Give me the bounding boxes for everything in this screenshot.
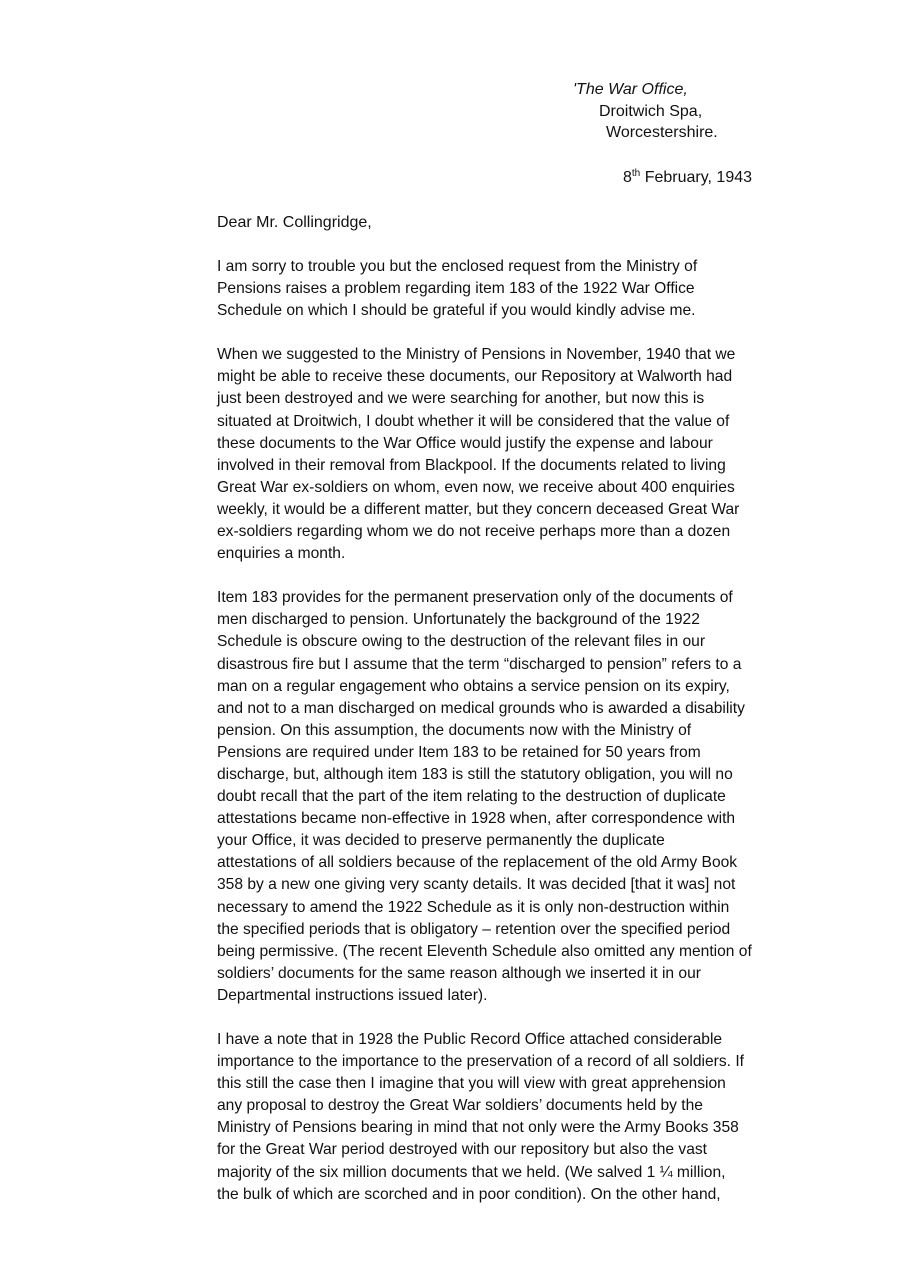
paragraph-line: 358 by a new one giving very scanty details. It was decided [that it was] not [217, 876, 736, 894]
paragraph-line: I have a note that in 1928 the Public Record Office attached considerable [217, 1031, 723, 1048]
letter-date [623, 167, 752, 188]
paragraph-line: your Office, it was decided to preserve permanently the duplicate [217, 832, 665, 850]
paragraph-line: and not to a man discharged on medical grounds who is awarded a disability [217, 699, 745, 717]
paragraph-line: soldiers’ documents for the same reason although we inserted it in our [217, 964, 701, 982]
paragraph-line: enquiries a month. [217, 545, 346, 563]
address-line-1: 'The War Office, [573, 81, 688, 98]
paragraph-line: doubt recall that the part of the item relating to the destruction of duplicate [217, 788, 726, 806]
paragraph-line: involved in their removal from Blackpool. If the documents related to living [217, 456, 726, 474]
paragraph-line: attestations became non-effective in 1928 when, after correspondence with [217, 810, 736, 828]
paragraph-line: I am sorry to trouble you but the enclosed request from the Ministry of [217, 258, 698, 275]
body-paragraph-3 [217, 587, 797, 1007]
paragraph-line: disastrous fire but I assume that the term “discharged to pension” refers to a [217, 655, 742, 673]
paragraph-line: being permissive. (The recent Eleventh Schedule also omitted any mention of [217, 942, 752, 960]
paragraph-line: man on a regular engagement who obtains a service pension on its expiry, [217, 677, 730, 695]
paragraph-line: men discharged to pension. Unfortunately the background of the 1922 [217, 611, 700, 629]
letter-body [217, 256, 797, 1228]
paragraph-line: might be able to receive these documents, our Repository at Walworth had [217, 368, 733, 386]
paragraph-line: discharge, but, although item 183 is still the statutory obligation, you will no [217, 765, 733, 783]
paragraph-line: Pensions are required under Item 183 to be retained for 50 years from [217, 743, 701, 761]
paragraph-line: Schedule on which I should be grateful if you would kindly advise me. [217, 302, 696, 320]
paragraph-line: attestations of all soldiers because of the replacement of the old Army Book [217, 854, 738, 872]
salutation: Dear Mr. Collingridge, [217, 214, 372, 231]
body-paragraph-4 [217, 1029, 797, 1206]
paragraph-line: When we suggested to the Ministry of Pensions in November, 1940 that we [217, 346, 736, 364]
paragraph-line: these documents to the War Office would justify the expense and labour [217, 434, 713, 452]
paragraph-line: weekly, it would be a different matter, but they concern deceased Great War [217, 500, 740, 518]
address-line-3: Worcestershire. [606, 124, 718, 141]
paragraph-line: Schedule is obscure owing to the destruction of the relevant files in our [217, 633, 706, 651]
paragraph-line: ex-soldiers regarding whom we do not receive perhaps more than a dozen [217, 523, 731, 541]
paragraph-line: Item 183 provides for the permanent preservation only of the documents of [217, 589, 733, 607]
paragraph-line: Great War ex-soldiers on whom, even now, we receive about 400 enquiries [217, 478, 735, 496]
date-month-year: February, 1943 [640, 169, 753, 186]
paragraph-line: Pensions raises a problem regarding item 183 of the 1922 War Office [217, 280, 695, 298]
body-paragraph-1 [217, 256, 797, 322]
paragraph-line: necessary to amend the 1922 Schedule as it is only non-destruction within [217, 898, 730, 916]
paragraph-line: just been destroyed and we were searching for another, but now this is [217, 390, 705, 408]
paragraph-line: majority of the six million documents that we held. (We salved 1 ¼ million, [217, 1163, 726, 1181]
paragraph-line: the bulk of which are scorched and in poor condition). On the other hand, [217, 1185, 721, 1203]
paragraph-line: importance to the importance to the preservation of a record of all soldiers. If [217, 1053, 744, 1071]
paragraph-line: situated at Droitwich, I doubt whether it will be considered that the value of [217, 412, 730, 430]
paragraph-line: this still the case then I imagine that you will view with great apprehension [217, 1075, 726, 1093]
paragraph-line: any proposal to destroy the Great War soldiers’ documents held by the [217, 1097, 703, 1115]
paragraph-line: Departmental instructions issued later). [217, 986, 488, 1004]
date-day: 8 [623, 169, 632, 186]
paragraph-line: pension. On this assumption, the documents now with the Ministry of [217, 721, 692, 739]
paragraph-line: Ministry of Pensions bearing in mind that not only were the Army Books 358 [217, 1119, 739, 1137]
body-paragraph-2 [217, 344, 797, 565]
address-line-2: Droitwich Spa, [599, 103, 703, 120]
date-ordinal-suffix: th [631, 168, 641, 179]
paragraph-line: for the Great War period destroyed with our repository but also the vast [217, 1141, 707, 1159]
paragraph-line: the specified periods that is obligatory – retention over the specified period [217, 920, 731, 938]
